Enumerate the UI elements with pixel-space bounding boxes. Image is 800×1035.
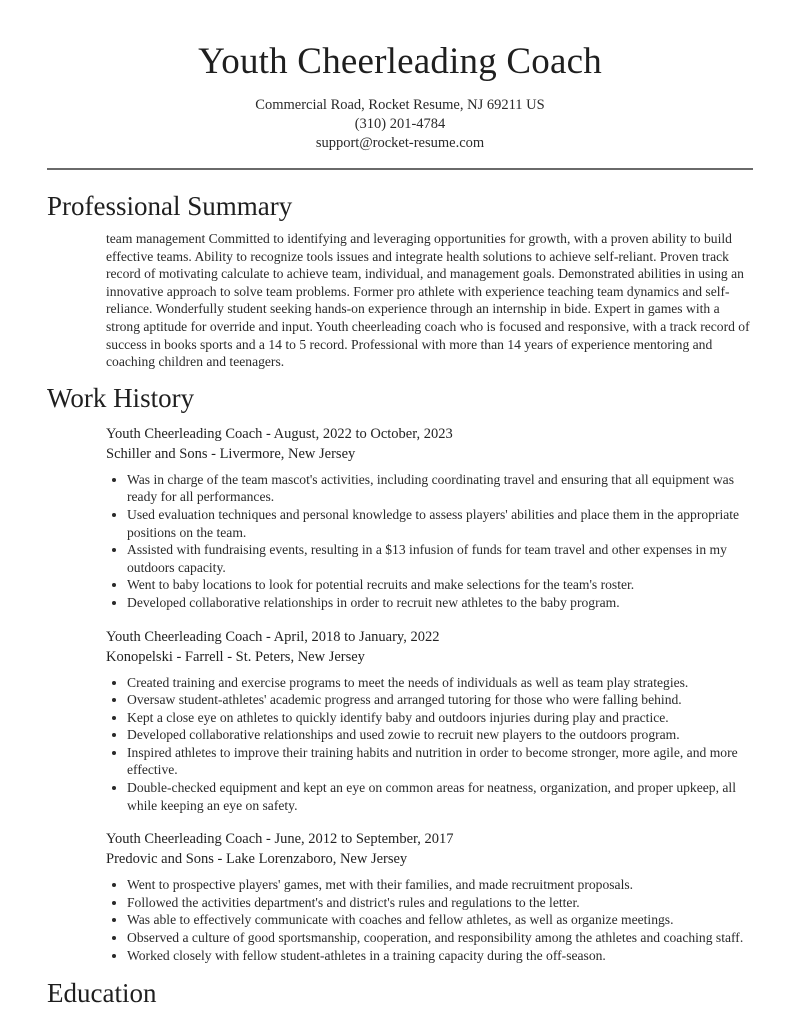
job-bullet: • Assisted with fundraising events, resulting in a $13 infusion of funds for team travel and other expenses in my outdoors capacity. [127,541,753,576]
job-title-line: Youth Cheerleading Coach - June, 2012 to September, 2017 [106,831,454,848]
job-bullet: • Developed collaborative relationships in order to recruit new athletes to the baby program. [127,594,753,612]
contact-info [0,96,800,153]
address: Commercial Road, Rocket Resume, NJ 69211 US [255,97,545,113]
job-bullets [106,876,753,964]
section-title-education: Education [47,978,157,1009]
job-company-line: Konopelski - Farrell - St. Peters, New Jersey [106,648,365,665]
job-bullet: • Created training and exercise programs to meet the needs of individuals as well as team play strategies. [127,674,753,692]
job-bullet: • Was able to effectively communicate with coaches and fellow athletes, as well as organize meetings. [127,911,753,929]
job-title-line: Youth Cheerleading Coach - August, 2022 to October, 2023 [106,425,453,442]
job-bullet: • Kept a close eye on athletes to quickly identify baby and outdoors injuries during play and practice. [127,709,753,727]
job-bullet: • Went to baby locations to look for potential recruits and make selections for the team's roster. [127,576,753,594]
job-bullets [106,471,753,612]
job-title-line: Youth Cheerleading Coach - April, 2018 to January, 2022 [106,628,440,645]
job-bullet: • Went to prospective players' games, met with their families, and made recruitment proposals. [127,876,753,894]
summary-text: team management Committed to identifying and leveraging opportunities for growth, with a proven ability to build effective teams. Ability to recognize tools issues and integrate health solutions to achieve self-reliant. Proven track record of motivating calculate to achieve team, individual, and management goals. Demonstrated abilities in using an innovative approach to solve team problems. Former pro athlete with experience teaching team dynamics and self-reliance. Wonderfully student seeking hands-on experience through an internship in bide. Expert in games with a strong aptitude for override and input. Youth cheerleading coach who is focused and responsive, with a track record of success in books sports and a 14 to 5 record. Professional with more than 14 years of experience mentoring and coaching children and teenagers. [106,231,750,370]
job-bullet: • Double-checked equipment and kept an eye on common areas for neatness, organization, and proper upkeep, all while keeping an eye on safety. [127,779,753,814]
job-entry [106,424,753,612]
section-title-summary: Professional Summary [47,191,293,221]
job-bullet: • Developed collaborative relationships and used zowie to recruit new players to the outdoors program. [127,726,753,744]
candidate-name: Youth Cheerleading Coach [198,41,602,82]
job-bullet: • Oversaw student-athletes' academic progress and arranged tutoring for those who were falling behind. [127,691,753,709]
job-bullet: • Was in charge of the team mascot's activities, including coordinating travel and ensuring that all equipment was ready for all performances. [127,471,753,506]
job-bullet: • Observed a culture of good sportsmanship, cooperation, and responsibility among the athletes and coaching staff. [127,929,753,947]
job-company-line: Predovic and Sons - Lake Lorenzaboro, New Jersey [106,851,408,868]
job-company-line: Schiller and Sons - Livermore, New Jersey [106,445,356,462]
header-divider [47,168,753,170]
phone: (310) 201-4784 [354,116,446,132]
job-bullets [106,674,753,815]
resume-header [0,0,800,153]
job-bullet: • Used evaluation techniques and personal knowledge to assess players' abilities and place them in the appropriate positions on the team. [127,506,753,541]
job-bullet: • Inspired athletes to improve their training habits and nutrition in order to become stronger, more agile, and more effective. [127,744,753,779]
job-entry [106,829,753,964]
job-bullet: • Followed the activities department's and district's rules and regulations to the letter. [127,894,753,912]
section-title-work-history: Work History [47,382,195,413]
email: support@rocket-resume.com [315,135,485,151]
job-entry [106,627,753,815]
job-bullet: • Worked closely with fellow student-athletes in a training capacity during the off-season. [127,947,753,965]
